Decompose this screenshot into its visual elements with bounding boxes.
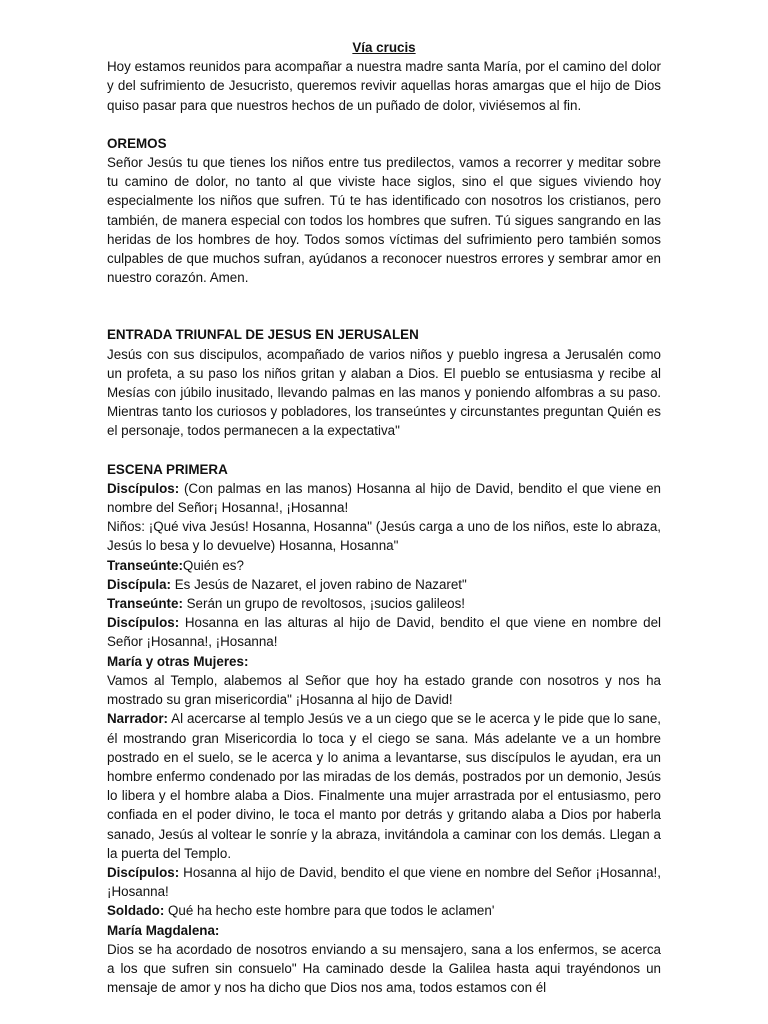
oremos-paragraph: Señor Jesús tu que tienes los niños entre tus predilectos, vamos a recorrer y meditar sobre tu camino de dolor, no tanto al que viviste hace siglos, sino el que sigues viviendo hoy especialmente los niños que sufren. Tú te has identificado con nosotros los cristianos, pero también, de manera especial con todos los hombres que sufren. Tú sigues sangrando en las heridas de los hombres de hoy. Todos somos víctimas del sufrimiento pero también somos culpables de que muchos sufran, ayúdanos a reconocer nuestros errores y sembrar amor en nuestro corazón. Amen. bbox=[107, 155, 661, 286]
dialogue-text: Hosanna al hijo de David, bendito el que viene en nombre del Señor ¡Hosanna!, ¡Hosanna! bbox=[107, 864, 661, 900]
speaker-label: María y otras Mujeres: bbox=[107, 653, 249, 669]
escena-heading: ESCENA PRIMERA bbox=[107, 461, 228, 477]
dialogue-line bbox=[107, 479, 661, 517]
speaker-label: Transeúnte: bbox=[107, 557, 183, 573]
dialogue-text: Hosanna en las alturas al hijo de David, bendito el que viene en nombre del Señor ¡Hosanna!, ¡Hosanna! bbox=[107, 615, 661, 650]
dialogue-line bbox=[107, 575, 661, 594]
intro-paragraph: Hoy estamos reunidos para acompañar a nuestra madre santa María, por el camino del dolor y del sufrimiento de Jesucristo, queremos revivir aquellas horas amargas que el hijo de Dios quiso pasar para que nuestros hechos de un puñado de dolor, viviésemos al fin. bbox=[107, 59, 661, 113]
dialogue-line bbox=[107, 556, 661, 575]
spacer bbox=[107, 287, 661, 325]
dialogue-text: (Con palmas en las manos) Hosanna al hijo de David, bendito el que viene en nombre del Señor¡ Hosanna!, ¡Hosanna! bbox=[107, 480, 661, 516]
dialogue-line bbox=[107, 921, 661, 940]
speaker-label: Discípulos: bbox=[107, 615, 180, 631]
oremos-heading bbox=[107, 134, 661, 153]
dialogue-line bbox=[107, 901, 661, 920]
dialogue-line bbox=[107, 652, 661, 671]
entrada-paragraph: Jesús con sus discipulos, acompañado de varios niños y pueblo ingresa a Jerusalén como un profeta, a su paso los niños gritan y alaban a Dios. El pueblo se entusiasma y recibe al Mesías con júbilo inusitado, llevando palmas en las manos y poniendo alfombras a su paso. Mientras tanto los curiosos y pobladores, los transeúntes y circunstantes preguntan Quién es el personaje, todos permanecen a la expectativa" bbox=[107, 346, 661, 439]
speaker-label: María Magdalena: bbox=[107, 922, 220, 938]
speaker-label: Narrador: bbox=[107, 711, 169, 727]
dialogue-text: Serán un grupo de revoltosos, ¡sucios galileos! bbox=[182, 596, 466, 612]
document-title: Vía crucis bbox=[352, 40, 416, 55]
dialogue-line bbox=[107, 940, 661, 998]
dialogue-line bbox=[107, 594, 661, 613]
escena-dialogue bbox=[107, 479, 661, 997]
spacer bbox=[107, 115, 661, 134]
dialogue-text: Al acercarse al templo Jesús ve a un ciego que se le acerca y le pide que lo sane, él mostrando gran Misericordia lo toca y el ciego se sana. Más adelante ve a un hombre postrado en el suelo, se le acerca y lo anima a levantarse, sus discípulos le ayudan, era un hombre enfermo condenado por las miradas de los demás, postrados por un demonio, Jesús lo libera y el hombre alaba a Dios. Finalmente una mujer arrastrada por el entusiasmo, pero confiada en el poder divino, le toca el manto por detrás y gritando alaba a Dios por haberla sanado, Jesús al voltear le sonríe y la abraza, invitándola a caminar con los demás. Llegan a la puerta del Templo. bbox=[107, 711, 661, 861]
speaker-label: Soldado: bbox=[107, 903, 165, 919]
speaker-label: Transeúnte: bbox=[107, 596, 183, 612]
oremos-heading-text: OREMOS bbox=[107, 135, 167, 151]
dialogue-line bbox=[107, 517, 661, 555]
dialogue-text: Qué ha hecho este hombre para que todos le aclamen' bbox=[164, 903, 495, 919]
spacer bbox=[107, 441, 661, 460]
speaker-label: Discípula: bbox=[107, 576, 171, 592]
dialogue-text: Vamos al Templo, alabemos al Señor que hoy ha estado grande con nosotros y nos ha mostrado su gran misericordia" ¡Hosanna al hijo de David! bbox=[107, 672, 661, 708]
document-page bbox=[107, 38, 661, 997]
dialogue-text: Niños: ¡Qué viva Jesús! Hosanna, Hosanna" (Jesús carga a uno de los niños, este lo abraza, Jesús lo besa y lo devuelve) Hosanna, Hosanna" bbox=[107, 519, 661, 554]
dialogue-text: Dios se ha acordado de nosotros enviando a su mensajero, sana a los enfermos, se acerca a los que sufren sin consuelo" Ha caminado desde la Galilea hasta aqui trayéndonos un mensaje de amor y nos ha dicho que Dios nos ama, todos estamos con él bbox=[107, 941, 661, 996]
dialogue-line bbox=[107, 709, 661, 863]
entrada-heading: ENTRADA TRIUNFAL DE JESUS EN JERUSALEN bbox=[107, 327, 419, 343]
dialogue-line bbox=[107, 613, 661, 651]
speaker-label: Discípulos: bbox=[107, 480, 180, 496]
dialogue-text: Quién es? bbox=[182, 557, 244, 573]
dialogue-line bbox=[107, 863, 661, 901]
dialogue-text: Es Jesús de Nazaret, el joven rabino de Nazaret" bbox=[171, 576, 467, 592]
speaker-label: Discípulos: bbox=[107, 864, 180, 880]
dialogue-line bbox=[107, 671, 661, 709]
